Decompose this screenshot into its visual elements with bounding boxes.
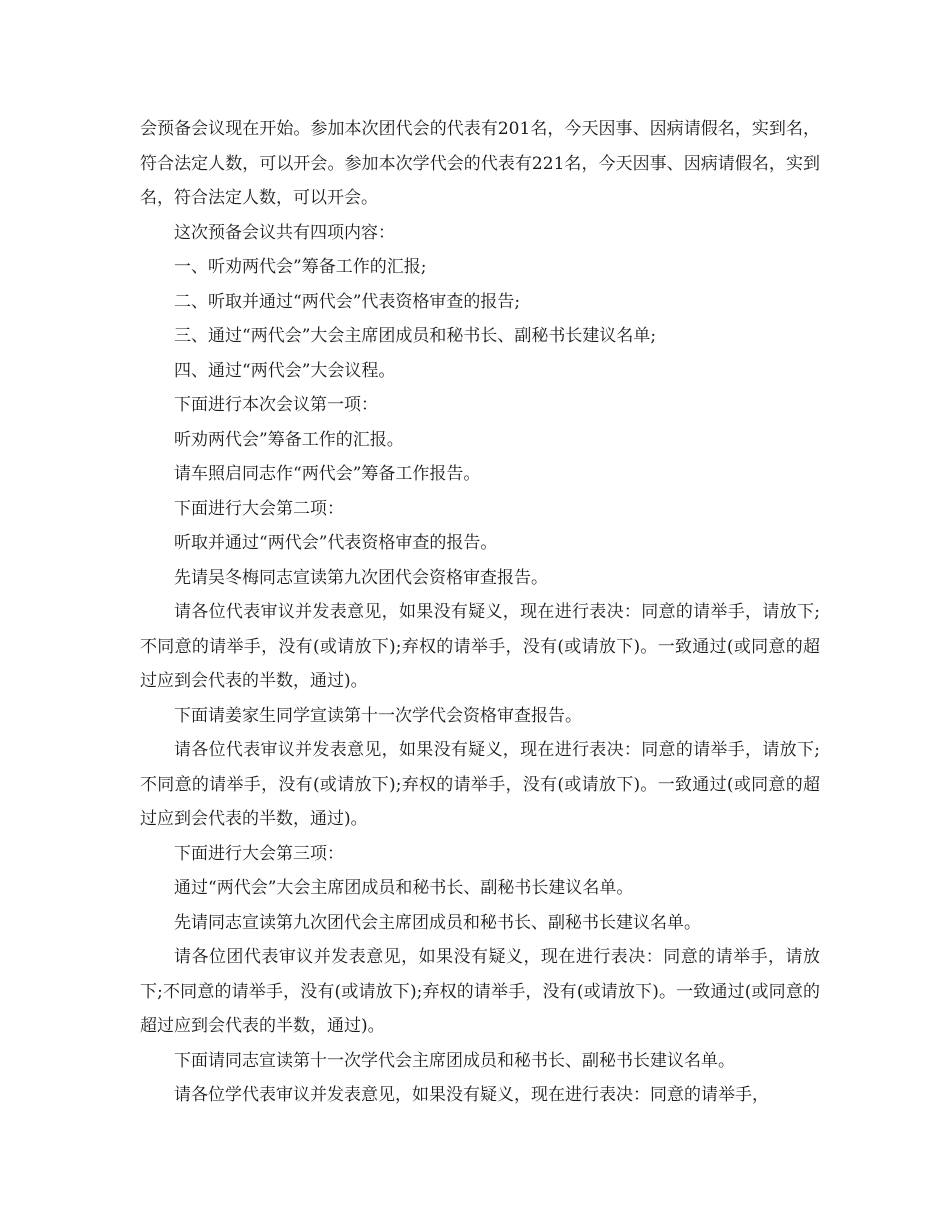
paragraph: 通过“两代会”大会主席团成员和秘书长、副秘书长建议名单。: [174, 878, 634, 898]
paragraph: 请各位团代表审议并发表意见，如果没有疑义，现在进行表决：同意的请举手，请放下;不同意的请举手，没有(或请放下);弃权的请举手，没有(或请放下)。一致通过(或同意的超过应到会代表的半数，通过)。: [140, 947, 820, 1036]
paragraph: 会预备会议现在开始。参加本次团代会的代表有201名，今天因事、因病请假名，实到名，符合法定人数，可以开会。参加本次学代会的代表有221名，今天因事、因病请假名，实到名，符合法定人数，可以开会。: [140, 119, 820, 208]
document-body: [140, 112, 820, 1113]
paragraph: 下面进行大会第二项：: [174, 498, 344, 519]
agenda-item: 四、通过“两代会”大会议程。: [174, 360, 396, 381]
paragraph: 请各位代表审议并发表意见，如果没有疑义，现在进行表决：同意的请举手，请放下;不同意的请举手，没有(或请放下);弃权的请举手，没有(或请放下)。一致通过(或同意的超过应到会代表的半数，通过)。: [140, 602, 820, 691]
paragraph: 听取并通过“两代会”代表资格审查的报告。: [174, 533, 498, 553]
paragraph: 请各位代表审议并发表意见，如果没有疑义，现在进行表决：同意的请举手，请放下;不同意的请举手，没有(或请放下);弃权的请举手，没有(或请放下)。一致通过(或同意的超过应到会代表的半数，通过)。: [140, 740, 820, 829]
paragraph: 下面进行大会第三项：: [174, 843, 344, 864]
paragraph: 先请同志宣读第九次团代会主席团成员和秘书长、副秘书长建议名单。: [174, 912, 701, 933]
paragraph: 先请吴冬梅同志宣读第九次团代会资格审查报告。: [174, 567, 548, 588]
paragraph: 下面请同志宣读第十一次学代会主席团成员和秘书长、副秘书长建议名单。: [174, 1050, 735, 1071]
paragraph: 下面请姜家生同学宣读第十一次学代会资格审查报告。: [174, 705, 582, 726]
paragraph: 听劝两代会”筹备工作的汇报。: [174, 429, 404, 450]
agenda-item: 三、通过“两代会”大会主席团成员和秘书长、副秘书长建议名单;: [174, 326, 657, 346]
paragraph: 下面进行本次会议第一项：: [174, 395, 378, 415]
agenda-item: 二、听取并通过“两代会”代表资格审查的报告;: [174, 291, 521, 312]
paragraph: 请各位学代表审议并发表意见，如果没有疑义，现在进行表决：同意的请举手，: [174, 1085, 769, 1105]
paragraph: 请车照启同志作“两代会”筹备工作报告。: [174, 464, 481, 484]
paragraph: 这次预备会议共有四项内容：: [174, 222, 395, 243]
agenda-item: 一、听劝两代会”筹备工作的汇报;: [174, 257, 427, 277]
